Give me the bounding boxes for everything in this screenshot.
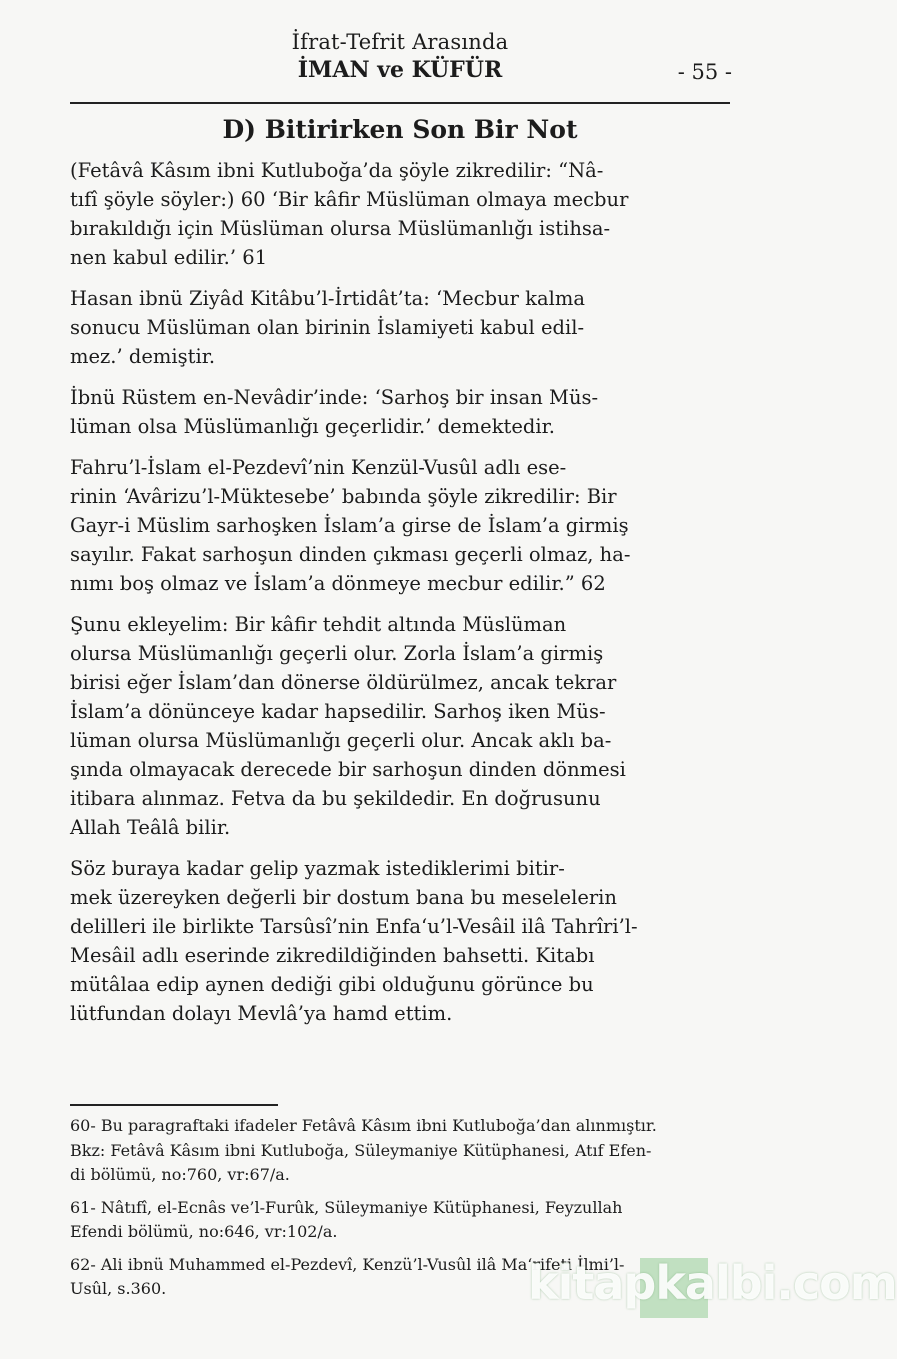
footnote-line: 60- Bu paragraftaki ifadeler Fetâvâ Kâsım ibni Kutluboğa’dan alınmıştır. (70, 1116, 657, 1135)
text-line: Hasan ibnü Ziyâd Kitâbu’l-İrtidât’ta: ‘Mecbur kalma (70, 287, 585, 310)
text-line: birisi eğer İslam’dan dönerse öldürülmez, ancak tekrar (70, 671, 617, 694)
text-line: nımı boş olmaz ve İslam’a dönmeye mecbur edilir.” 62 (70, 572, 606, 595)
text-line: Mesâil adlı eserinde zikredildiğinden bahsetti. Kitabı (70, 944, 595, 967)
text-line: nen kabul edilir.’ 61 (70, 246, 268, 269)
text-line: Gayr-i Müslim sarhoşken İslam’a girse de İslam’a girmiş (70, 514, 629, 537)
text-line: sayılır. Fakat sarhoşun dinden çıkması geçerli olmaz, ha- (70, 543, 631, 566)
footnote-line: Usûl, s.360. (70, 1279, 167, 1298)
footnote-line: di bölümü, no:760, vr:67/a. (70, 1165, 290, 1184)
text-line: İbnü Rüstem en-Nevâdir’inde: ‘Sarhoş bir insan Müs- (70, 386, 599, 409)
text-line: şında olmayacak derecede bir sarhoşun dinden dönmesi (70, 758, 626, 781)
text-line: rinin ‘Avârizu’l-Müktesebe’ babında şöyle zikredilir: Bir (70, 485, 617, 508)
text-line: tıfî şöyle söyler:) 60 ‘Bir kâfir Müslüman olmaya mecbur (70, 188, 629, 211)
text-line: İslam’a dönünceye kadar hapsedilir. Sarhoş iken Müs- (70, 700, 606, 723)
text-line: Allah Teâlâ bilir. (70, 816, 231, 839)
footnote (70, 1196, 730, 1245)
text-line: lüman olursa Müslümanlığı geçerli olur. Ancak aklı ba- (70, 729, 612, 752)
text-line: itibara alınmaz. Fetva da bu şekildedir. En doğrusunu (70, 787, 601, 810)
text-line: Söz buraya kadar gelip yazmak istediklerimi bitir- (70, 857, 565, 880)
text-line: mez.’ demiştir. (70, 345, 216, 368)
text-line: Şunu ekleyelim: Bir kâfir tehdit altında Müslüman (70, 613, 567, 636)
text-line: olursa Müslümanlığı geçerli olur. Zorla İslam’a girmiş (70, 642, 604, 665)
text-line: lütfundan dolayı Mevlâ’ya hamd ettim. (70, 1002, 453, 1025)
text-line: sonucu Müslüman olan birinin İslamiyeti kabul edil- (70, 316, 585, 339)
page-number: - 55 - (677, 60, 732, 84)
text-line: mek üzereyken değerli bir dostum bana bu meselelerin (70, 886, 617, 909)
footnote (70, 1114, 730, 1188)
book-title-line-2: İMAN ve KÜFÜR (297, 57, 503, 83)
paragraph (70, 383, 730, 441)
paragraph (70, 156, 730, 272)
text-line: lüman olsa Müslümanlığı geçerlidir.’ demektedir. (70, 415, 555, 438)
text-line: bırakıldığı için Müslüman olursa Müslümanlığı istihsa- (70, 217, 611, 240)
header-rule (70, 102, 730, 104)
watermark-logo: kitapkalbi.com (528, 1256, 897, 1310)
footnote-line: Efendi bölümü, no:646, vr:102/a. (70, 1222, 338, 1241)
paragraph (70, 453, 730, 598)
paragraph (70, 854, 730, 1028)
paragraph (70, 610, 730, 842)
text-line: delilleri ile birlikte Tarsûsî’nin Enfa‘u’l-Vesâil ilâ Tahrîri’l- (70, 915, 638, 938)
footnote-line: Bkz: Fetâvâ Kâsım ibni Kutluboğa, Süleymaniye Kütüphanesi, Atıf Efen- (70, 1140, 652, 1160)
text-line: mütâlaa edip aynen dediği gibi olduğunu görünce bu (70, 973, 594, 996)
book-title-line-1: İfrat-Tefrit Arasında (291, 30, 509, 54)
footnote-line: 62- Ali ibnü Muhammed el-Pezdevî, Kenzü’l-Vusûl ilâ Ma‘rifeti İlmi’l- (70, 1254, 625, 1274)
footnote-line: 61- Nâtıfî, el-Ecnâs ve’l-Furûk, Süleymaniye Kütüphanesi, Feyzullah (70, 1197, 623, 1217)
paragraph (70, 284, 730, 371)
body-text (70, 156, 730, 1040)
text-line: (Fetâvâ Kâsım ibni Kutluboğa’da şöyle zikredilir: “Nâ- (70, 159, 604, 182)
section-heading: D) Bitirirken Son Bir Not (222, 115, 578, 144)
footnote-rule (70, 1104, 278, 1106)
text-line: Fahru’l-İslam el-Pezdevî’nin Kenzül-Vusûl adlı ese- (70, 456, 567, 479)
